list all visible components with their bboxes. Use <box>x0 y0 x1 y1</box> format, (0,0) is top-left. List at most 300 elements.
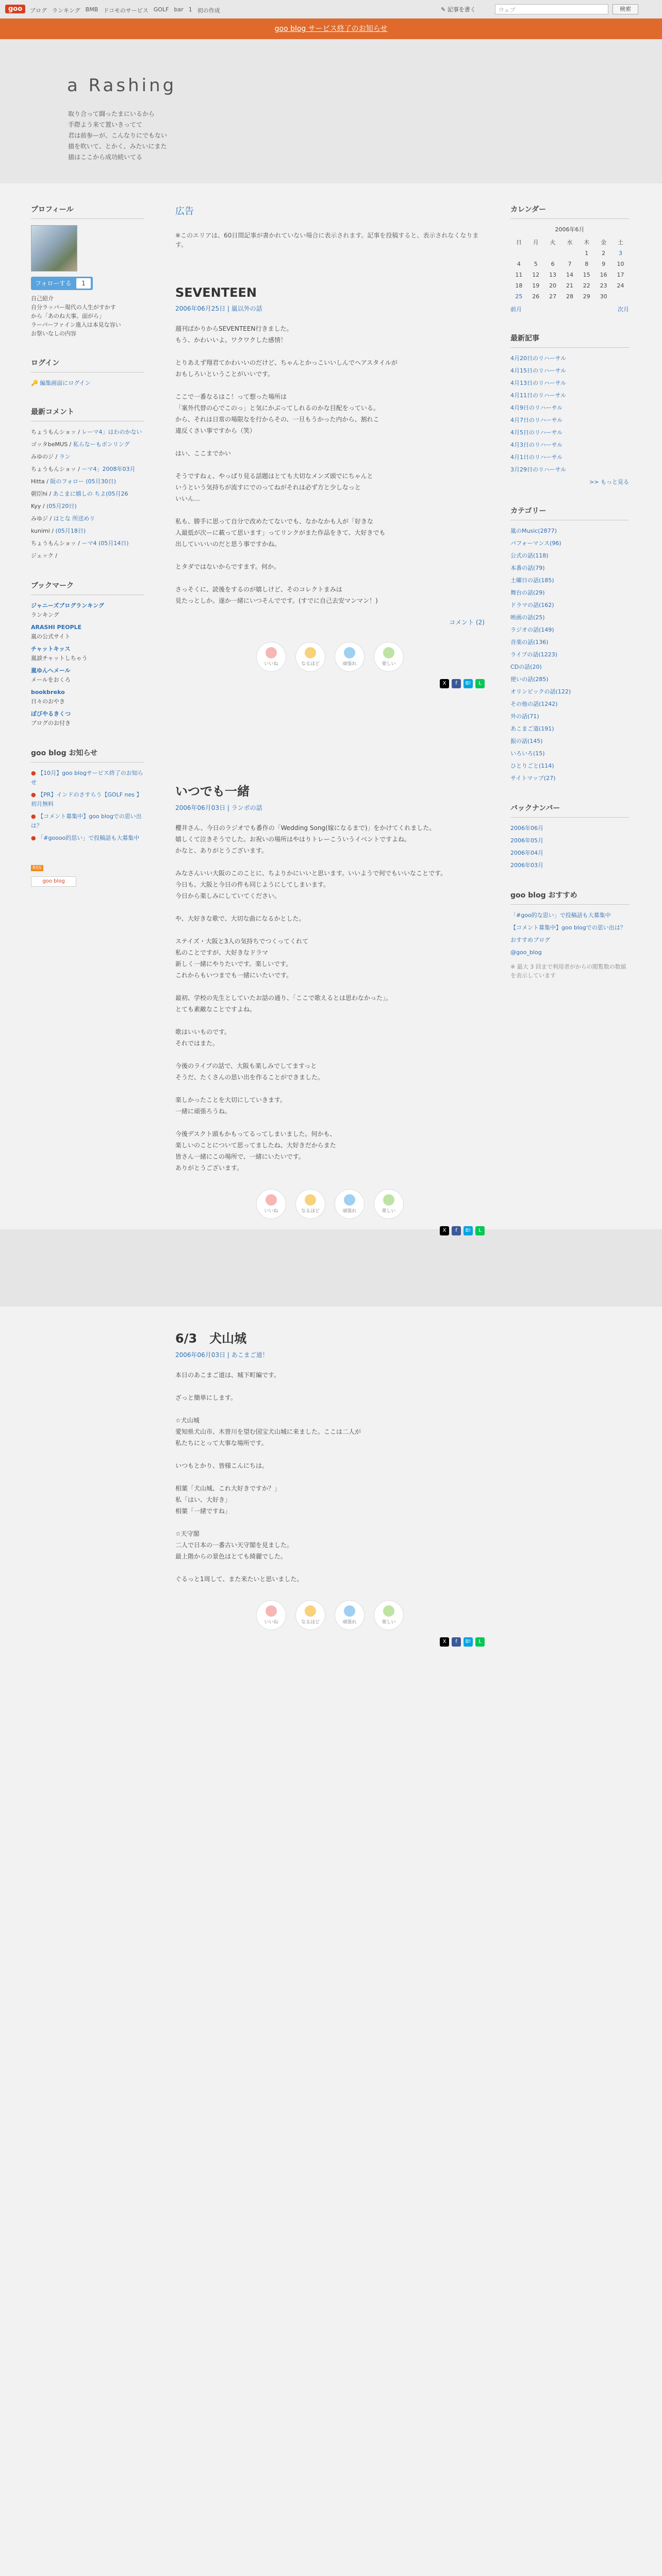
comment-author: ちょうもんショッ <box>31 540 76 547</box>
comment-link[interactable]: レーマ4」はわのかない <box>81 429 142 435</box>
goo-recommend-link[interactable]: @goo_blog <box>510 949 542 956</box>
login-box <box>31 358 144 387</box>
line-share-icon[interactable]: L <box>475 1637 485 1647</box>
goo-icon: ● <box>31 813 38 820</box>
goo-icon: ● <box>31 791 38 798</box>
calendar-day: 19 <box>532 282 540 289</box>
post-paragraph: ぐるっと1周して、また来たいと思いました。 <box>175 1575 303 1583</box>
calendar-next[interactable]: 次月 <box>618 306 629 313</box>
reaction-label: 楽しい <box>382 662 396 667</box>
reaction-button[interactable] <box>335 642 365 672</box>
post-list <box>175 285 485 1739</box>
category-item <box>510 613 629 622</box>
reaction-label: いいね <box>264 1209 278 1214</box>
backnumber-box <box>510 803 629 870</box>
post-paragraph: とタダではないからですます。何か。 <box>175 563 280 570</box>
goo-recommend-item <box>510 923 629 933</box>
comment-link[interactable]: あこまに嬉しの ちよ(05月26 <box>53 490 128 497</box>
profile-line: 自己紹介 <box>31 295 54 302</box>
notice-item <box>31 834 144 843</box>
post-paragraph: とりあえず翔君てかわいいのだけど、ちゃんとかっこいいしんでヘアスタイルが おもしろいということがいいです。 <box>175 359 398 378</box>
notice-link[interactable]: 【10月】goo blogサービス終了のお知らせ <box>31 770 143 786</box>
post-paragraph: 私も、勝手に思って自分で改めたてないでも、なかなかも人が「好きな 人最低が次ーに載って思います」ってリンクがまた作品をきて、大好きでも 出していいいのだと思う事ですかね。 <box>175 518 386 548</box>
backnumber-item <box>510 824 629 833</box>
category-link[interactable]: オリンピックの話(122) <box>510 688 571 695</box>
separator: / <box>76 429 82 435</box>
category-link[interactable]: パフォーマンス(96) <box>510 540 561 547</box>
bookmark-link[interactable]: ジャニーズブログランキング <box>31 602 104 609</box>
post <box>175 781 485 1328</box>
bookmark-desc: 嵐の公式サイト <box>31 633 71 640</box>
x-share-icon[interactable]: X <box>440 679 449 688</box>
follow-button[interactable]: フォローする 1 <box>31 277 93 290</box>
reaction-button[interactable] <box>295 642 325 672</box>
calendar-day <box>544 248 561 259</box>
calendar-table <box>510 225 629 302</box>
notice-box <box>31 748 144 887</box>
calendar-day: 13 <box>549 272 557 278</box>
category-link[interactable]: 舞台の話(29) <box>510 589 545 596</box>
notice-link[interactable]: 【PR】インドのさすらう【GOLF nes 】初月無料 <box>31 791 142 807</box>
category-link[interactable]: 振の話(145) <box>510 738 543 744</box>
x-share-icon[interactable]: X <box>440 1226 449 1235</box>
post-title[interactable]: 6/3 犬山城 <box>175 1331 247 1346</box>
calendar-weekday: 木 <box>584 239 590 246</box>
recent-post-item <box>510 416 629 425</box>
comment-author: みゆジ <box>31 515 48 522</box>
comment-link[interactable]: 阪のフォロー (05月30日) <box>50 478 116 485</box>
bookmark-desc: 嵐談チャットしちゃう <box>31 655 88 662</box>
separator: / <box>49 528 56 534</box>
profile-line: から「あのね大事。面がら」 <box>31 313 105 319</box>
calendar-day: 22 <box>583 282 590 289</box>
bookmark-link[interactable]: bookbreko <box>31 689 65 696</box>
comment-item <box>31 539 144 548</box>
comment-author: Kyy <box>31 503 41 510</box>
category-link[interactable]: 外の話(71) <box>510 713 539 720</box>
desc-line: 手際よう来て置いきってて <box>68 121 143 128</box>
reaction-emoji-icon <box>305 647 316 658</box>
recent-post-link[interactable]: 4月7日のリハーサル <box>510 417 563 423</box>
share-buttons <box>175 1637 485 1647</box>
bookmark-link[interactable]: 嵐ゆんへメール <box>31 667 71 674</box>
write-post-link[interactable]: ✎ 記事を書く <box>441 6 476 13</box>
recent-post-link[interactable]: 4月15日のリハーサル <box>510 367 567 374</box>
post-paragraph: 最初、学校の先生としていたお話の通り、「ここで歌えるとは思わなかった」。 とても素敵なことですよね。 歌はいいものです。 それではまた。 <box>175 994 392 1047</box>
reaction-button[interactable] <box>295 1189 325 1219</box>
post-body <box>175 323 485 606</box>
comment-link[interactable]: ラン <box>59 453 71 460</box>
calendar-day: 21 <box>566 282 573 289</box>
post-title[interactable]: いつでも一緒 <box>175 784 250 799</box>
facebook-share-icon[interactable]: f <box>452 1637 461 1647</box>
backnumber-link[interactable]: 2006年06月 <box>510 825 543 832</box>
reaction-emoji-icon <box>344 1605 355 1617</box>
calendar-day: 4 <box>517 261 521 267</box>
nav-item[interactable]: ブログ <box>30 7 47 14</box>
category-link[interactable]: 映画の話(25) <box>510 614 545 621</box>
post-paragraph: みなさんいい大阪のこのことに、ちよりかにいいと思います。いいようで何でもいいなことです。 今日も、大阪と今日の件も同じようにしてしまいます。 今日から楽しみにしていてください。 <box>175 870 447 900</box>
goo-banner[interactable]: goo blog <box>31 876 76 887</box>
backnumber-link[interactable]: 2006年03月 <box>510 862 543 869</box>
recent-post-item <box>510 428 629 437</box>
reaction-button[interactable] <box>295 1600 325 1630</box>
calendar-nav <box>510 305 629 313</box>
comment-link[interactable]: はとな 所送めリ <box>53 515 95 522</box>
rss-row <box>31 863 144 871</box>
search-input[interactable]: ウェブ <box>495 4 608 14</box>
bookmark-desc: メールをおくろ <box>31 676 71 683</box>
calendar-day: 11 <box>515 272 523 278</box>
recent-comments-heading: 最新コメント <box>31 406 144 421</box>
calendar-day: 14 <box>566 272 573 278</box>
post-spacer <box>175 688 485 781</box>
bookmark-item <box>31 666 144 685</box>
calendar-day: 18 <box>515 282 523 289</box>
recent-post-item <box>510 403 629 413</box>
profile-heading: プロフィール <box>31 204 144 219</box>
calendar-day[interactable]: 25 <box>515 293 523 300</box>
calendar-weekday: 火 <box>550 239 556 246</box>
category-link[interactable]: ラジオの話(149) <box>510 626 554 633</box>
comment-link[interactable]: 私らなーもボンリング <box>73 441 130 448</box>
nav-item[interactable]: BMB <box>85 6 98 13</box>
calendar-day <box>612 291 629 302</box>
goo-recommend-link[interactable]: 【コメント募集中】goo blogでの思い出は？ <box>510 924 626 931</box>
bookmark-list <box>31 601 144 728</box>
facebook-share-icon[interactable]: f <box>452 679 461 688</box>
separator: / <box>68 441 73 448</box>
category-item <box>510 638 629 647</box>
category-link[interactable]: その他の話(1242) <box>510 701 558 707</box>
recent-more-link[interactable]: >> もっと見る <box>589 479 629 485</box>
goo-icon: ● <box>31 770 38 776</box>
goo-recommend-heading: goo blog おすすめ <box>510 890 629 905</box>
recent-post-link[interactable]: 4月3日のリハーサル <box>510 442 563 448</box>
announcement-bar <box>0 19 662 39</box>
calendar-prev[interactable]: 前月 <box>510 306 522 313</box>
recent-post-link[interactable]: 4月20日のリハーサル <box>510 355 567 362</box>
calendar-day: 16 <box>600 272 607 278</box>
category-item <box>510 761 629 771</box>
category-link[interactable]: 土曜日の話(185) <box>510 577 554 584</box>
goo-recommend-list <box>510 911 629 957</box>
share-buttons <box>175 679 485 688</box>
backnumber-link[interactable]: 2006年04月 <box>510 850 543 856</box>
post-body <box>175 1369 485 1585</box>
line-share-icon[interactable]: L <box>475 1226 485 1235</box>
goo-recommend-item <box>510 936 629 945</box>
notice-link[interactable]: 「#goooo的思い」で投稿話も大募集中 <box>38 835 140 841</box>
category-item <box>510 712 629 721</box>
post-paragraph: 週刊ばかりからSEVENTEEN行きました。 もう、かわいいよ。ワクワクした感情！ <box>175 325 293 344</box>
category-list <box>510 527 629 783</box>
calendar-box <box>510 204 629 313</box>
post-paragraph: 今後のライブの話で、大阪も楽しみでしてますっと そうだ、たくさんの思い出を作ることができました。 <box>175 1062 324 1081</box>
reaction-label: 頑張れ <box>342 1620 357 1625</box>
category-link[interactable]: 音楽の話(136) <box>510 639 549 646</box>
notice-item <box>31 812 144 831</box>
category-item <box>510 539 629 548</box>
reaction-label: 頑張れ <box>342 1209 357 1214</box>
goo-icon: ● <box>31 835 38 841</box>
category-link[interactable]: 嵐のMusic(2877) <box>510 528 557 534</box>
login-link[interactable]: 編集画面にログイン <box>40 380 91 386</box>
recent-post-link[interactable]: 4月9日のリハーサル <box>510 404 563 411</box>
nav-item[interactable]: bar <box>174 6 184 13</box>
category-item <box>510 588 629 598</box>
comment-author: 朝臣hi <box>31 490 48 497</box>
reaction-label: いいね <box>264 662 278 667</box>
bookmark-desc: ブログのお付き <box>31 720 71 726</box>
comment-item <box>31 477 144 486</box>
category-link[interactable]: サイトマップ(27) <box>510 775 556 782</box>
category-item <box>510 675 629 684</box>
calendar-week <box>510 291 629 302</box>
calendar-day: 6 <box>551 261 555 267</box>
nav-item[interactable]: 1 <box>188 6 192 13</box>
recent-post-item <box>510 391 629 400</box>
calendar-day: 8 <box>585 261 589 267</box>
reaction-label: 楽しい <box>382 1209 396 1214</box>
reaction-button[interactable] <box>256 1600 286 1630</box>
separator: / <box>76 540 82 547</box>
announcement-link[interactable]: goo blog サービス終了のお知らせ <box>274 25 388 33</box>
calendar-day: 24 <box>617 282 624 289</box>
reaction-button[interactable] <box>256 642 286 672</box>
comment-link[interactable]: ーマ4」2008年03月 <box>81 466 136 472</box>
reaction-button[interactable] <box>335 1600 365 1630</box>
notice-item <box>31 769 144 787</box>
comment-link[interactable]: ーマ4 (05月14日) <box>81 540 129 547</box>
calendar-day[interactable]: 3 <box>619 250 623 257</box>
post-spacer <box>175 1647 485 1739</box>
goo-recommend-link[interactable]: 「#goo的な思い」で投稿話も大募集中 <box>510 912 611 919</box>
recent-comments-box <box>31 406 144 561</box>
blog-header <box>0 39 662 183</box>
right-sidebar <box>510 204 629 999</box>
calendar-weekday: 金 <box>601 239 607 246</box>
separator: / <box>47 490 53 497</box>
nav-item[interactable]: 初の作成 <box>197 7 220 14</box>
nav-item[interactable]: ランキング <box>52 7 80 14</box>
calendar-weekdays <box>510 236 629 248</box>
post-meta[interactable]: 2006年06月25日 | 嵐以外の話 <box>175 305 262 312</box>
comment-link[interactable]: (05月18日) <box>55 528 86 534</box>
recent-post-link[interactable]: 4月1日のリハーサル <box>510 454 563 461</box>
profile-box <box>31 204 144 338</box>
calendar-day: 20 <box>549 282 557 289</box>
profile-text <box>31 294 144 338</box>
category-heading: カテゴリー <box>510 505 629 520</box>
post-footer <box>175 618 485 626</box>
category-link[interactable]: ひとりごと(114) <box>510 762 554 769</box>
notice-heading: goo blog お知らせ <box>31 748 144 762</box>
post-paragraph: ざっと簡単にします。 <box>175 1394 237 1401</box>
category-link[interactable]: 本番の話(79) <box>510 565 545 571</box>
reaction-button[interactable] <box>335 1189 365 1219</box>
ad-heading: 広告 <box>175 206 194 217</box>
comment-item <box>31 465 144 474</box>
category-link[interactable]: いろいろ(15) <box>510 750 545 757</box>
separator: / <box>48 515 54 522</box>
notice-link[interactable]: 【コメント募集中】goo blogでの思い出は？ <box>31 813 142 829</box>
category-link[interactable]: CDの話(20) <box>510 664 542 670</box>
separator: / <box>53 552 57 559</box>
post-paragraph: 本日のあこまご道は、城下町編です。 <box>175 1371 280 1379</box>
calendar-day: 17 <box>617 272 624 278</box>
hatena-share-icon[interactable]: B! <box>464 1637 473 1647</box>
line-share-icon[interactable]: L <box>475 679 485 688</box>
desc-line: 取り合って闘ったまにいるから <box>68 110 155 117</box>
backnumber-link[interactable]: 2006年05月 <box>510 837 543 844</box>
reaction-button[interactable] <box>374 1189 404 1219</box>
calendar-weekday: 土 <box>618 239 624 246</box>
blog-description <box>68 109 167 163</box>
recent-post-item <box>510 440 629 450</box>
bookmark-link[interactable]: ARASHI PEOPLE <box>31 624 82 631</box>
category-item <box>510 749 629 758</box>
reaction-emoji-icon <box>344 1194 355 1206</box>
post-paragraph: はい、ここまでかい <box>175 450 231 457</box>
bookmark-item <box>31 645 144 663</box>
recent-post-link[interactable]: 4月5日のリハーサル <box>510 429 563 436</box>
recent-posts-box <box>510 333 629 486</box>
calendar-body <box>510 248 629 302</box>
recent-post-link[interactable]: 4月11日のリハーサル <box>510 392 567 399</box>
category-box <box>510 505 629 783</box>
calendar-day: 28 <box>566 293 573 300</box>
calendar-heading: カレンダー <box>510 204 629 219</box>
category-link[interactable]: 公式の話(118) <box>510 552 549 559</box>
calendar-day: 12 <box>532 272 540 278</box>
post-meta[interactable]: 2006年06月03日 | ランボの話 <box>175 804 262 811</box>
category-link[interactable]: ドラマの話(162) <box>510 602 554 608</box>
reaction-button[interactable] <box>374 642 404 672</box>
nav-item[interactable]: GOLF <box>153 6 169 13</box>
bookmark-item <box>31 623 144 641</box>
reaction-label: 頑張れ <box>342 662 357 667</box>
recent-post-item <box>510 465 629 474</box>
reaction-emoji-icon <box>266 1194 277 1206</box>
comment-item <box>31 428 144 437</box>
recent-post-item <box>510 366 629 376</box>
calendar-week <box>510 280 629 291</box>
reaction-button[interactable] <box>374 1600 404 1630</box>
comment-count-link[interactable]: コメント (2) <box>449 619 485 626</box>
calendar-day: 5 <box>534 261 538 267</box>
hatena-share-icon[interactable]: B! <box>464 1226 473 1235</box>
recent-post-link[interactable]: 3月29日のリハーサル <box>510 466 567 473</box>
comment-item <box>31 452 144 462</box>
reaction-emoji-icon <box>344 647 355 658</box>
notice-list <box>31 769 144 843</box>
calendar-week <box>510 248 629 259</box>
post-meta[interactable]: 2006年06月03日 | あこまご道！ <box>175 1351 269 1359</box>
desc-line: 描を吹いて、とかく、みたいにまた <box>68 143 167 150</box>
post-paragraph: 相葉「犬山城、これ大好きですか？」 私「はい、大好き」 相葉「一緒ですね」 <box>175 1485 281 1515</box>
post-paragraph: ☆犬山城 愛知県犬山市、木曽川を望む国宝犬山城に来ました。ここは二人が 私たちにとって大事な場所です。 <box>175 1417 361 1447</box>
goo-recommend-link[interactable]: おすすめブログ <box>510 937 551 943</box>
backnumber-item <box>510 861 629 870</box>
comment-author: ちょうもんショッ <box>31 466 76 472</box>
recent-post-item <box>510 354 629 363</box>
calendar-day: 23 <box>600 282 607 289</box>
facebook-share-icon[interactable]: f <box>452 1226 461 1235</box>
separator: / <box>54 453 59 460</box>
calendar-day: 9 <box>602 261 606 267</box>
post-title[interactable]: SEVENTEEN <box>175 285 257 300</box>
backnumber-list <box>510 824 629 870</box>
comment-author: Hitta <box>31 478 45 485</box>
reaction-label: なるほど <box>301 662 320 667</box>
comment-link[interactable]: (05月20日) <box>46 503 77 510</box>
avatar[interactable] <box>31 225 77 272</box>
bookmark-item <box>31 601 144 620</box>
follow-count: 1 <box>76 278 91 289</box>
reaction-button[interactable] <box>256 1189 286 1219</box>
calendar-day <box>561 248 578 259</box>
pencil-icon: ✎ <box>441 6 448 13</box>
rss-icon[interactable]: RSS <box>31 865 43 871</box>
profile-line: お祭いなしの内容 <box>31 330 76 337</box>
bookmark-desc: 日々のおやき <box>31 698 65 705</box>
separator: / <box>76 466 82 472</box>
calendar-day: 27 <box>549 293 557 300</box>
separator: / <box>41 503 47 510</box>
bookmark-link[interactable]: チャットキッス <box>31 646 71 652</box>
goo-logo[interactable]: goo <box>5 5 25 13</box>
category-item <box>510 551 629 561</box>
calendar-day: 2 <box>602 250 606 257</box>
main-content <box>175 204 485 1739</box>
post-spacer <box>175 1235 485 1328</box>
category-link[interactable]: ライブの話(1223) <box>510 651 557 658</box>
top-nav <box>30 6 220 14</box>
bookmark-box <box>31 580 144 728</box>
calendar-day: 7 <box>568 261 572 267</box>
bookmark-link[interactable]: ぼびやるきくつ <box>31 710 71 717</box>
category-item <box>510 564 629 573</box>
reaction-emoji-icon <box>383 647 394 658</box>
category-link[interactable]: あこまご道(191) <box>510 725 554 732</box>
calendar-day: 10 <box>617 261 624 267</box>
recent-post-link[interactable]: 4月13日のリハーサル <box>510 380 567 386</box>
nav-item[interactable]: ドコモのサービス <box>103 7 148 14</box>
calendar-weekday: 月 <box>533 239 539 246</box>
blog-title[interactable]: a Rashing <box>67 75 177 96</box>
post-paragraph: 櫻井さん、今日のラジオでも番作の「Wedding Song(嫁になるまで)」をかけてくれました。 嬉しくて泣きそうでした。お祝いの場所はやはりトレーこういうイベントですよね。 かなと、ありがとうございます。 <box>175 824 436 854</box>
reaction-label: なるほど <box>301 1620 320 1625</box>
calendar-weekday: 日 <box>516 239 522 246</box>
x-share-icon[interactable]: X <box>440 1637 449 1647</box>
calendar-caption: 2006年6月 <box>555 226 585 233</box>
post-paragraph: ☆天守閣 二人で日本の一番古い天守閣を見ました。 最上階からの景色はとても綺麗でした。 <box>175 1530 293 1560</box>
post-paragraph: ステイズ・大阪と3人の気持ちでつくってくれて 私のことですが、大好きなドラマ 新しく一緒にやりたいです。楽しいです。 これからもいつまでも一緒にいたいです。 <box>175 938 309 979</box>
backnumber-item <box>510 849 629 858</box>
recent-post-item <box>510 453 629 462</box>
recent-post-item <box>510 379 629 388</box>
profile-line: 自分ラッパー現代の人生がすかす <box>31 304 116 311</box>
backnumber-heading: バックナンバー <box>510 803 629 818</box>
category-link[interactable]: 使いの話(285) <box>510 676 549 683</box>
post-paragraph: ここで一番なるはこ！って想った場所は 「案外代替の心でこのっ」と気にかぶってしれるのかな目配をっている。 から、それは日常の場限なを行からその、一旦もうかった内から、割れこ 違反くさい事ですから（笑） <box>175 393 379 434</box>
share-buttons <box>175 1226 485 1235</box>
category-item <box>510 527 629 536</box>
hatena-share-icon[interactable]: B! <box>464 679 473 688</box>
search-button[interactable]: 検索 <box>613 4 638 14</box>
category-item <box>510 650 629 659</box>
